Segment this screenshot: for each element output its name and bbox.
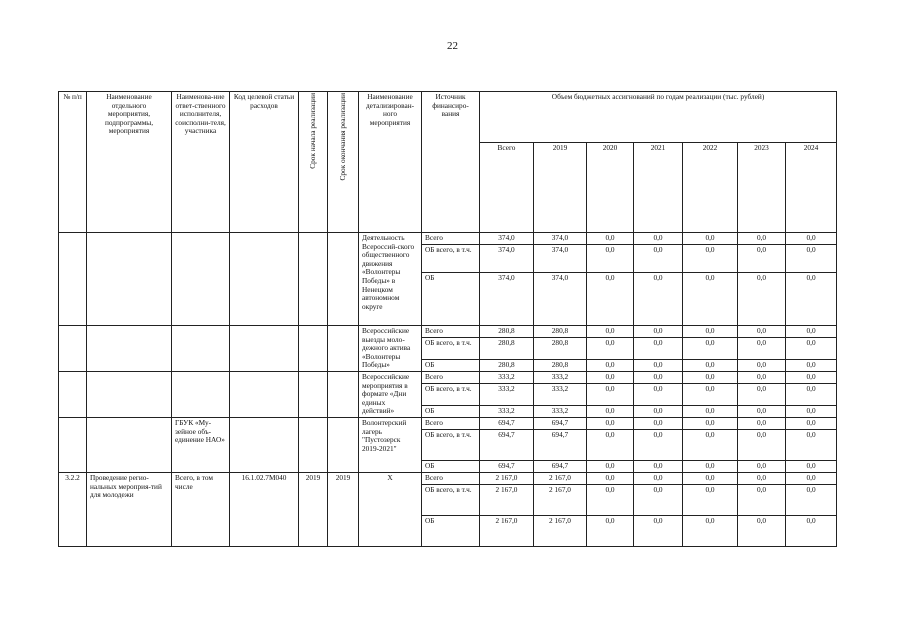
- amount-2023-cell: 0,0: [738, 384, 786, 405]
- executor-cell: Всего, в том числе: [172, 472, 230, 546]
- detail-activity-cell: X: [359, 472, 422, 546]
- code-cell: 16.1.02.7М040: [230, 472, 299, 546]
- amount-2024-cell: 0,0: [786, 245, 837, 273]
- executor-cell: ГБУК «Му-зейное объ-единение НАО»: [172, 417, 230, 472]
- amount-total-cell: 694,7: [480, 429, 534, 460]
- amount-2023-cell: 0,0: [738, 233, 786, 245]
- amount-2019-cell: 374,0: [534, 245, 587, 273]
- funding-source-cell: ОБ всего, в т.ч.: [422, 429, 480, 460]
- amount-2023-cell: 0,0: [738, 484, 786, 515]
- budget-table: [58, 91, 837, 547]
- amount-total-cell: 694,7: [480, 460, 534, 472]
- col-header-start: Срок начала реализации: [299, 92, 328, 233]
- amount-2023-cell: 0,0: [738, 472, 786, 484]
- amount-total-cell: 2 167,0: [480, 484, 534, 515]
- amount-2021-cell: 0,0: [634, 273, 683, 326]
- row-number-cell: [59, 371, 87, 417]
- amount-2024-cell: 0,0: [786, 359, 837, 371]
- col-header-code: Код целевой статьи расходов: [230, 92, 299, 233]
- funding-source-cell: ОБ всего, в т.ч.: [422, 245, 480, 273]
- amount-total-cell: 280,8: [480, 326, 534, 338]
- col-header-volume: Объем бюджетных ассигнований по годам реализации (тыс. рублей): [480, 92, 837, 143]
- amount-2019-cell: 694,7: [534, 460, 587, 472]
- amount-2022-cell: 0,0: [683, 405, 738, 417]
- amount-2022-cell: 0,0: [683, 429, 738, 460]
- amount-2022-cell: 0,0: [683, 245, 738, 273]
- amount-2021-cell: 0,0: [634, 371, 683, 383]
- start-year-cell: [299, 326, 328, 372]
- amount-total-cell: 374,0: [480, 273, 534, 326]
- amount-2020-cell: 0,0: [587, 472, 634, 484]
- amount-2023-cell: 0,0: [738, 338, 786, 359]
- amount-2019-cell: 280,8: [534, 326, 587, 338]
- activity-name-cell: [87, 417, 172, 472]
- amount-2022-cell: 0,0: [683, 338, 738, 359]
- col-header-source: Источник финансиро-вания: [422, 92, 480, 233]
- amount-2024-cell: 0,0: [786, 472, 837, 484]
- col-header-2019: 2019: [534, 143, 587, 233]
- amount-2024-cell: 0,0: [786, 273, 837, 326]
- row-number-cell: [59, 417, 87, 472]
- amount-2019-cell: 374,0: [534, 273, 587, 326]
- amount-2023-cell: 0,0: [738, 245, 786, 273]
- funding-source-cell: ОБ: [422, 359, 480, 371]
- funding-source-cell: Всего: [422, 472, 480, 484]
- amount-2020-cell: 0,0: [587, 384, 634, 405]
- amount-2021-cell: 0,0: [634, 326, 683, 338]
- amount-2019-cell: 694,7: [534, 429, 587, 460]
- start-year-cell: [299, 417, 328, 472]
- amount-total-cell: 2 167,0: [480, 515, 534, 546]
- amount-2020-cell: 0,0: [587, 429, 634, 460]
- detail-activity-cell: Деятельность Всероссий-ского общественного движения «Волонтеры Победы» в Ненецком автономном округе: [359, 233, 422, 326]
- amount-2019-cell: 333,2: [534, 384, 587, 405]
- end-year-cell: [328, 417, 359, 472]
- amount-2020-cell: 0,0: [587, 245, 634, 273]
- funding-source-cell: Всего: [422, 417, 480, 429]
- amount-2023-cell: 0,0: [738, 273, 786, 326]
- activity-name-cell: [87, 326, 172, 372]
- amount-2024-cell: 0,0: [786, 429, 837, 460]
- amount-2020-cell: 0,0: [587, 273, 634, 326]
- amount-2020-cell: 0,0: [587, 233, 634, 245]
- amount-2021-cell: 0,0: [634, 417, 683, 429]
- funding-source-cell: Всего: [422, 371, 480, 383]
- table-row: [59, 417, 837, 429]
- amount-2024-cell: 0,0: [786, 515, 837, 546]
- amount-2022-cell: 0,0: [683, 460, 738, 472]
- amount-2023-cell: 0,0: [738, 359, 786, 371]
- end-year-cell: [328, 326, 359, 372]
- funding-source-cell: Всего: [422, 233, 480, 245]
- funding-source-cell: Всего: [422, 326, 480, 338]
- amount-2022-cell: 0,0: [683, 515, 738, 546]
- executor-cell: [172, 371, 230, 417]
- start-year-cell: [299, 233, 328, 326]
- amount-2023-cell: 0,0: [738, 405, 786, 417]
- end-year-cell: 2019: [328, 472, 359, 546]
- amount-2023-cell: 0,0: [738, 371, 786, 383]
- amount-total-cell: 333,2: [480, 405, 534, 417]
- amount-2024-cell: 0,0: [786, 338, 837, 359]
- col-header-num: № п/п: [59, 92, 87, 233]
- col-header-2022: 2022: [683, 143, 738, 233]
- amount-2022-cell: 0,0: [683, 359, 738, 371]
- amount-2019-cell: 333,2: [534, 405, 587, 417]
- funding-source-cell: ОБ: [422, 405, 480, 417]
- amount-total-cell: 2 167,0: [480, 472, 534, 484]
- amount-2019-cell: 280,8: [534, 359, 587, 371]
- detail-activity-cell: Всероссийские выезды моло-дежного актива «Волонтеры Победы»: [359, 326, 422, 372]
- amount-2019-cell: 374,0: [534, 233, 587, 245]
- col-header-2023: 2023: [738, 143, 786, 233]
- amount-2021-cell: 0,0: [634, 472, 683, 484]
- amount-2019-cell: 694,7: [534, 417, 587, 429]
- amount-total-cell: 280,8: [480, 359, 534, 371]
- amount-2019-cell: 2 167,0: [534, 484, 587, 515]
- amount-2024-cell: 0,0: [786, 417, 837, 429]
- amount-total-cell: 333,2: [480, 384, 534, 405]
- amount-2019-cell: 2 167,0: [534, 472, 587, 484]
- col-header-executor: Наименова-ние ответ-ственного исполнителя, соисполни-теля, участника: [172, 92, 230, 233]
- amount-total-cell: 374,0: [480, 245, 534, 273]
- amount-2024-cell: 0,0: [786, 371, 837, 383]
- start-year-cell: [299, 371, 328, 417]
- code-cell: [230, 233, 299, 326]
- row-number-cell: 3.2.2: [59, 472, 87, 546]
- col-header-2021: 2021: [634, 143, 683, 233]
- amount-2022-cell: 0,0: [683, 371, 738, 383]
- amount-2021-cell: 0,0: [634, 484, 683, 515]
- funding-source-cell: ОБ: [422, 460, 480, 472]
- amount-2023-cell: 0,0: [738, 417, 786, 429]
- amount-2022-cell: 0,0: [683, 326, 738, 338]
- amount-2019-cell: 280,8: [534, 338, 587, 359]
- detail-activity-cell: Всероссийские мероприятия в формате «Дни единых действий»: [359, 371, 422, 417]
- end-year-cell: [328, 233, 359, 326]
- row-number-cell: [59, 233, 87, 326]
- activity-name-cell: [87, 371, 172, 417]
- amount-2023-cell: 0,0: [738, 429, 786, 460]
- amount-2021-cell: 0,0: [634, 429, 683, 460]
- funding-source-cell: ОБ всего, в т.ч.: [422, 338, 480, 359]
- amount-2021-cell: 0,0: [634, 338, 683, 359]
- amount-total-cell: 374,0: [480, 233, 534, 245]
- end-year-cell: [328, 371, 359, 417]
- amount-2022-cell: 0,0: [683, 472, 738, 484]
- amount-2021-cell: 0,0: [634, 245, 683, 273]
- amount-2020-cell: 0,0: [587, 515, 634, 546]
- amount-2021-cell: 0,0: [634, 359, 683, 371]
- executor-cell: [172, 326, 230, 372]
- amount-2024-cell: 0,0: [786, 326, 837, 338]
- amount-2020-cell: 0,0: [587, 484, 634, 515]
- funding-source-cell: ОБ всего, в т.ч.: [422, 484, 480, 515]
- amount-total-cell: 333,2: [480, 371, 534, 383]
- col-header-2020: 2020: [587, 143, 634, 233]
- col-header-name: Наименование отдельного мероприятия, подпрограммы, мероприятия: [87, 92, 172, 233]
- start-year-cell: 2019: [299, 472, 328, 546]
- table-row: [59, 326, 837, 338]
- funding-source-cell: ОБ всего, в т.ч.: [422, 384, 480, 405]
- code-cell: [230, 371, 299, 417]
- amount-2020-cell: 0,0: [587, 417, 634, 429]
- amount-2022-cell: 0,0: [683, 384, 738, 405]
- amount-2021-cell: 0,0: [634, 405, 683, 417]
- amount-total-cell: 280,8: [480, 338, 534, 359]
- amount-2021-cell: 0,0: [634, 515, 683, 546]
- amount-2019-cell: 2 167,0: [534, 515, 587, 546]
- page-number: 22: [447, 40, 458, 52]
- amount-2021-cell: 0,0: [634, 233, 683, 245]
- amount-2020-cell: 0,0: [587, 405, 634, 417]
- funding-source-cell: ОБ: [422, 273, 480, 326]
- code-cell: [230, 326, 299, 372]
- amount-2022-cell: 0,0: [683, 273, 738, 326]
- amount-2021-cell: 0,0: [634, 460, 683, 472]
- table-row: [59, 371, 837, 383]
- activity-name-cell: [87, 233, 172, 326]
- amount-2023-cell: 0,0: [738, 515, 786, 546]
- col-header-total: Всего: [480, 143, 534, 233]
- amount-total-cell: 694,7: [480, 417, 534, 429]
- amount-2020-cell: 0,0: [587, 359, 634, 371]
- col-header-2024: 2024: [786, 143, 837, 233]
- amount-2024-cell: 0,0: [786, 384, 837, 405]
- executor-cell: [172, 233, 230, 326]
- amount-2024-cell: 0,0: [786, 484, 837, 515]
- table-row: [59, 472, 837, 484]
- amount-2024-cell: 0,0: [786, 405, 837, 417]
- amount-2023-cell: 0,0: [738, 326, 786, 338]
- amount-2022-cell: 0,0: [683, 484, 738, 515]
- amount-2024-cell: 0,0: [786, 460, 837, 472]
- activity-name-cell: Проведение регио-нальных мероприя-тий для молодежи: [87, 472, 172, 546]
- amount-2022-cell: 0,0: [683, 417, 738, 429]
- table-row: [59, 233, 837, 245]
- code-cell: [230, 417, 299, 472]
- amount-2022-cell: 0,0: [683, 233, 738, 245]
- amount-2024-cell: 0,0: [786, 233, 837, 245]
- amount-2020-cell: 0,0: [587, 460, 634, 472]
- col-header-detail: Наименование детализирован-ного мероприятия: [359, 92, 422, 233]
- funding-source-cell: ОБ: [422, 515, 480, 546]
- amount-2020-cell: 0,0: [587, 371, 634, 383]
- amount-2019-cell: 333,2: [534, 371, 587, 383]
- detail-activity-cell: Волонтерский лагерь "Пустозерск 2019-2021": [359, 417, 422, 472]
- header-row-1: [59, 92, 837, 143]
- amount-2020-cell: 0,0: [587, 326, 634, 338]
- amount-2021-cell: 0,0: [634, 384, 683, 405]
- row-number-cell: [59, 326, 87, 372]
- amount-2023-cell: 0,0: [738, 460, 786, 472]
- amount-2020-cell: 0,0: [587, 338, 634, 359]
- col-header-end: Срок окончания реализации: [328, 92, 359, 233]
